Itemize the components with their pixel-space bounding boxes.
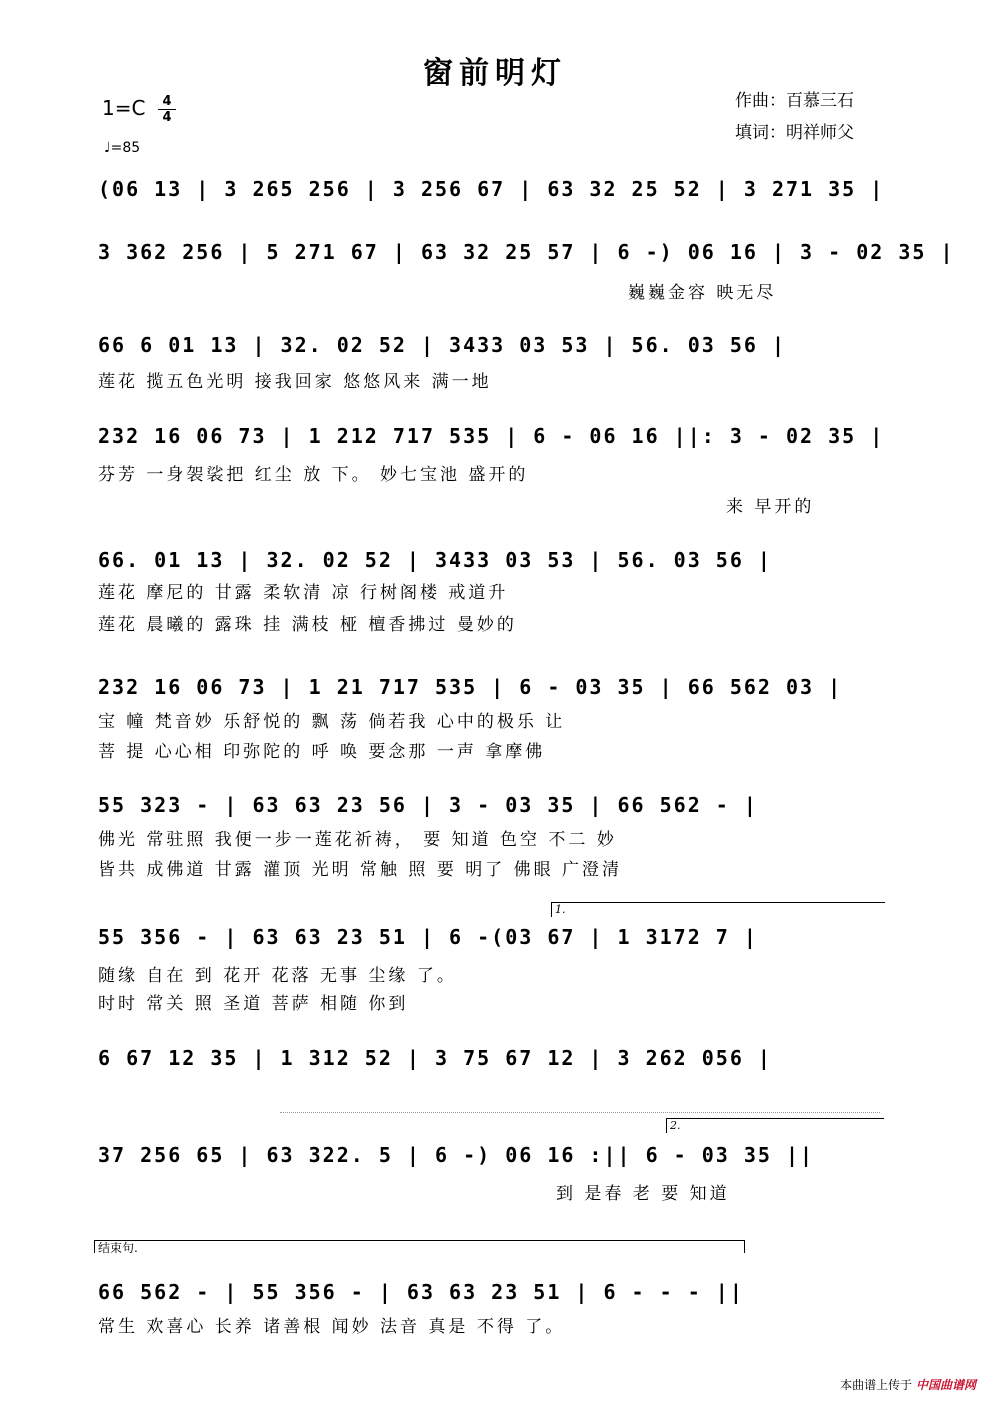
- lyric-line: 佛光 常驻照 我便一步一莲花祈祷， 要 知道 色空 不二 妙: [98, 830, 617, 850]
- tempo-marking: ♩=85: [104, 140, 141, 156]
- notation-line: 232 16 06 73 | 1 21 717 535 | 6 - 03 35 | 66 562 03 |: [98, 675, 843, 699]
- lyricist-credit: 填词：明祥师父: [735, 123, 854, 143]
- meter-top: 4: [158, 94, 176, 110]
- notation-line: 66 562 - | 55 356 - | 63 63 23 51 | 6 - - - ||: [98, 1280, 744, 1304]
- notation-line: (06 13 | 3 265 256 | 3 256 67 | 63 32 25 52 | 3 271 35 |: [98, 177, 885, 201]
- lyric-line: 莲花 揽五色光明 接我回家 悠悠风来 满一地: [98, 372, 492, 392]
- key-signature: 1=C: [102, 96, 146, 120]
- divider: [280, 1112, 880, 1113]
- footer-text: 本曲谱上传于: [840, 1378, 913, 1392]
- lyric-line: 宝 幢 梵音妙 乐舒悦的 飘 荡 倘若我 心中的极乐 让: [98, 712, 566, 732]
- lyric-line: 随缘 自在 到 花开 花落 无事 尘缘 了。: [98, 966, 457, 986]
- first-ending-bracket: 1.: [551, 902, 885, 917]
- lyric-line: 皆共 成佛道 甘露 灌顶 光明 常触 照 要 明了 佛眼 广澄清: [98, 860, 623, 880]
- lyric-line: 常生 欢喜心 长养 诸善根 闻妙 法音 真是 不得 了。: [98, 1317, 566, 1337]
- notation-line: 66 6 01 13 | 32. 02 52 | 3433 03 53 | 56. 03 56 |: [98, 333, 787, 357]
- notation-line: 3 362 256 | 5 271 67 | 63 32 25 57 | 6 -) 06 16 | 3 - 02 35 |: [98, 240, 955, 264]
- notation-line: 66. 01 13 | 32. 02 52 | 3433 03 53 | 56. 03 56 |: [98, 548, 772, 572]
- ending-label: 结束句.: [94, 1240, 745, 1253]
- notation-line: 6 67 12 35 | 1 312 52 | 3 75 67 12 | 3 262 056 |: [98, 1046, 772, 1070]
- lyric-line: 莲花 晨曦的 露珠 挂 满枝 桠 檀香拂过 曼妙的: [98, 615, 517, 635]
- meter-bottom: 4: [162, 110, 172, 125]
- composer-credit: 作曲：百慕三石: [735, 91, 854, 111]
- lyric-line: 时时 常关 照 圣道 菩萨 相随 你到: [98, 994, 409, 1014]
- second-ending-bracket: 2.: [666, 1118, 884, 1133]
- time-signature: [158, 94, 176, 125]
- notation-line: 232 16 06 73 | 1 212 717 535 | 6 - 06 16 ||: 3 - 02 35 |: [98, 424, 885, 448]
- lyric-line: 到 是春 老 要 知道: [556, 1184, 730, 1204]
- site-logo[interactable]: 中国曲谱网: [915, 1378, 976, 1392]
- lyric-line: 巍巍金容 映无尽: [628, 283, 777, 303]
- lyric-line: 芬芳 一身袈裟把 红尘 放 下。 妙七宝池 盛开的: [98, 465, 529, 485]
- upload-footer: [840, 1376, 976, 1393]
- notation-line: 55 323 - | 63 63 23 56 | 3 - 03 35 | 66 562 - |: [98, 793, 758, 817]
- lyric-line: 菩 提 心心相 印弥陀的 呼 唤 要念那 一声 拿摩佛: [98, 742, 546, 762]
- notation-line: 37 256 65 | 63 322. 5 | 6 -) 06 16 :|| 6 - 03 35 ||: [98, 1143, 815, 1167]
- song-title: 窗前明灯: [423, 56, 567, 91]
- lyric-line: 来 早开的: [726, 497, 815, 517]
- notation-line: 55 356 - | 63 63 23 51 | 6 -(03 67 | 1 3172 7 |: [98, 925, 758, 949]
- lyric-line: 莲花 摩尼的 甘露 柔软清 凉 行树阁楼 戒道升: [98, 583, 509, 603]
